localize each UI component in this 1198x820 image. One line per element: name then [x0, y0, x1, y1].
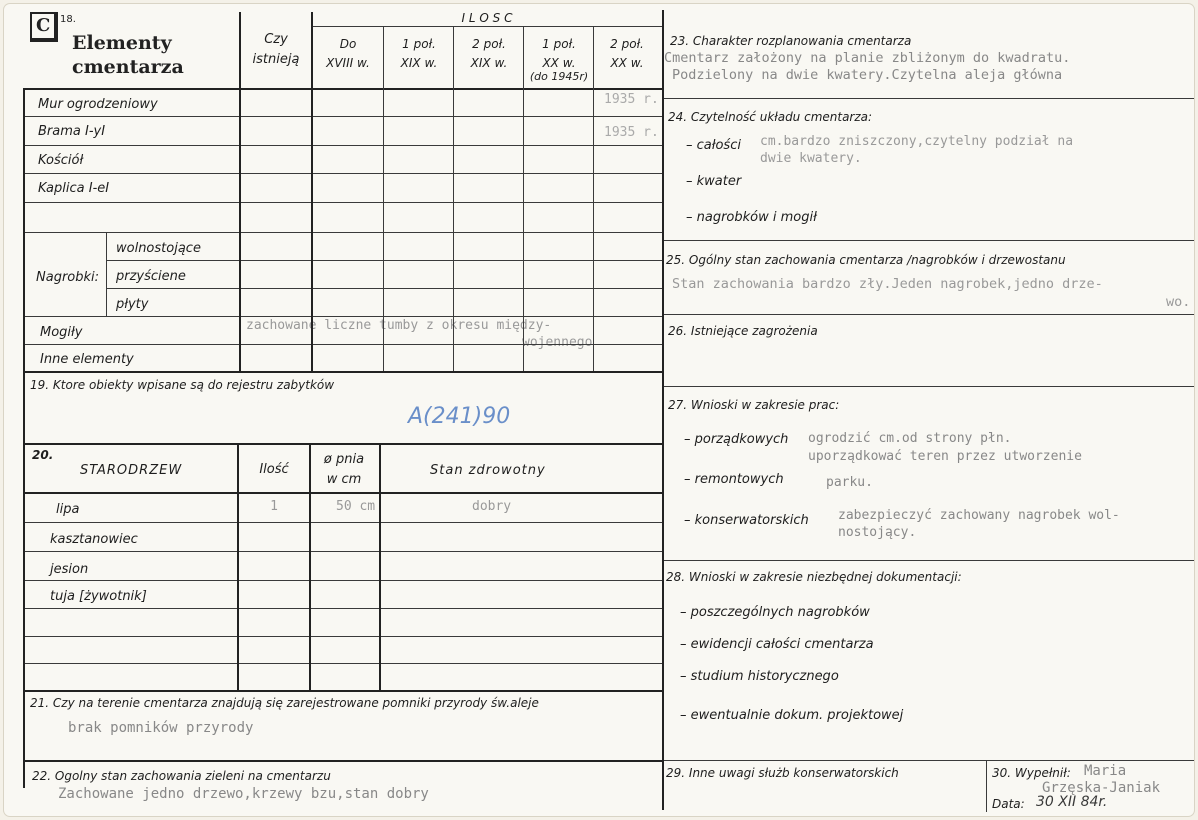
date-label: Data:	[992, 797, 1025, 811]
row-kaplica: Kaplica I-eI	[38, 181, 110, 196]
col-starodrzew: STARODRZEW	[80, 463, 183, 478]
section-18-title-1: Elementy	[72, 32, 172, 54]
row-mur: Mur ogrodzeniowy	[38, 97, 158, 112]
tree-tuja: tuja [żywotnik]	[50, 589, 147, 604]
section-23-line-2: Podzielony na dwie kwatery.Czytelna aleja główna	[672, 67, 1063, 83]
col-1pol-xx-2: XX w.	[542, 56, 576, 70]
section-19-label: 19. Ktore obiekty wpisane są do rejestru zabytków	[30, 378, 335, 392]
section-27-label: 27. Wnioski w zakresie prac:	[668, 398, 840, 412]
mur-value: 1935 r.	[604, 92, 659, 107]
porzadkowych-value-1: ogrodzić cm.od strony płn.	[808, 431, 1012, 446]
card-letter-box	[30, 12, 58, 42]
doc-item-3: – studium historycznego	[680, 669, 839, 684]
register-number: A(241)90	[408, 404, 511, 429]
col-do-1: Do	[339, 37, 357, 51]
porzadkowych-label: – porządkowych	[684, 432, 789, 447]
section-29-label: 29. Inne uwagi służb konserwatorskich	[666, 766, 899, 780]
tree-lipa: lipa	[56, 502, 80, 517]
row-kosciol: Kościół	[38, 153, 84, 168]
row-brama: Brama I-yI	[38, 124, 106, 139]
lipa-ilosc: 1	[270, 499, 278, 514]
row-przyscienne: przyściene	[116, 269, 186, 284]
col-2pol-xix-1: 2 poł.	[472, 37, 506, 51]
record-card	[4, 4, 1194, 816]
col-pnia-2: w cm	[326, 472, 362, 487]
row-wolnostojace: wolnostojące	[116, 241, 201, 256]
section-18-number: 18.	[60, 14, 76, 25]
section-25-label: 25. Ogólny stan zachowania cmentarza /nagrobków i drzewostanu	[666, 253, 1066, 267]
section-23-label: 23. Charakter rozplanowania cmentarza	[670, 34, 912, 48]
row-inne: Inne elementy	[40, 352, 134, 367]
konserwatorskich-value-1: zabezpieczyć zachowany nagrobek wol-	[838, 508, 1120, 523]
nagrobki-label: Nagrobki:	[36, 270, 100, 285]
doc-item-1: – poszczególnych nagrobków	[680, 605, 870, 620]
lipa-stan: dobry	[472, 499, 512, 514]
ilosc-header: I L O S C	[461, 11, 513, 25]
filled-by-name-1: Maria	[1084, 763, 1127, 779]
col-do-2: XVIII w.	[326, 56, 370, 70]
col-1pol-xix-1: 1 poł.	[402, 37, 436, 51]
kwater-label: – kwater	[686, 174, 742, 189]
tree-kasztanowiec: kasztanowiec	[50, 532, 138, 547]
section-22-label: 22. Ogolny stan zachowania zieleni na cmentarzu	[32, 769, 331, 783]
section-25-line-2: wo.	[1166, 294, 1191, 310]
card-letter: C	[36, 15, 51, 36]
col-pnia-1: ø pnia	[323, 452, 365, 467]
doc-item-2: – ewidencji całości cmentarza	[680, 637, 874, 652]
col-1pol-xx-3: (do 1945r)	[529, 70, 589, 83]
remontowych-label: – remontowych	[684, 472, 784, 487]
mogily-note-2: wojennego	[522, 335, 593, 350]
section-20-number: 20.	[32, 448, 54, 462]
row-plyty: płyty	[116, 297, 149, 312]
calosci-label: – całości	[686, 138, 741, 153]
col-2pol-xx-2: XX w.	[610, 56, 644, 70]
konserwatorskich-value-2: nostojący.	[838, 525, 917, 540]
col-stan: Stan zdrowotny	[430, 463, 546, 478]
calosci-value-1: cm.bardzo zniszczony,czytelny podział na	[760, 134, 1074, 149]
doc-item-4: – ewentualnie dokum. projektowej	[680, 708, 904, 723]
section-30-label: 30. Wypełnił:	[992, 766, 1071, 780]
section-18-title-2: cmentarza	[72, 56, 184, 78]
brama-value: 1935 r.	[604, 125, 659, 140]
col-ilosc: Ilość	[259, 462, 289, 477]
date-value: 30 XII 84r.	[1036, 794, 1108, 810]
section-28-label: 28. Wnioski w zakresie niezbędnej dokumentacji:	[666, 570, 962, 584]
calosci-value-2: dwie kwatery.	[760, 151, 862, 166]
section-24-label: 24. Czytelność układu cmentarza:	[668, 110, 873, 124]
section-22-value: Zachowane jedno drzewo,krzewy bzu,stan dobry	[58, 786, 429, 802]
col-1pol-xx-1: 1 poł.	[542, 37, 576, 51]
lipa-pnia: 50 cm	[336, 499, 376, 514]
section-21-label: 21. Czy na terenie cmentarza znajdują się zarejestrowane pomniki przyrody św.aleje	[30, 696, 539, 710]
col-2pol-xix-2: XIX w.	[470, 56, 508, 70]
mogily-note-1: zachowane liczne tumby z okresu między-	[246, 318, 552, 333]
row-mogily: Mogiły	[40, 325, 83, 340]
section-21-value: brak pomników przyrody	[68, 720, 254, 736]
col-czy-2: istnieją	[252, 52, 300, 67]
col-1pol-xix-2: XIX w.	[400, 56, 438, 70]
tree-jesion: jesion	[50, 562, 89, 577]
remontowych-value: parku.	[826, 475, 873, 490]
col-2pol-xx-1: 2 poł.	[610, 37, 644, 51]
konserwatorskich-label: – konserwatorskich	[684, 513, 809, 528]
filled-by-name-2: Grzęska-Janiak	[1042, 780, 1161, 796]
nagrobkow-label: – nagrobków i mogił	[686, 210, 817, 225]
section-26-label: 26. Istniejące zagrożenia	[668, 324, 818, 338]
section-25-line-1: Stan zachowania bardzo zły.Jeden nagrobek,jedno drze-	[672, 276, 1103, 292]
section-23-line-1: Cmentarz założony na planie zbliżonym do kwadratu.	[664, 50, 1071, 66]
col-czy-1: Czy	[264, 32, 288, 47]
porzadkowych-value-2: uporządkować teren przez utworzenie	[808, 449, 1082, 464]
